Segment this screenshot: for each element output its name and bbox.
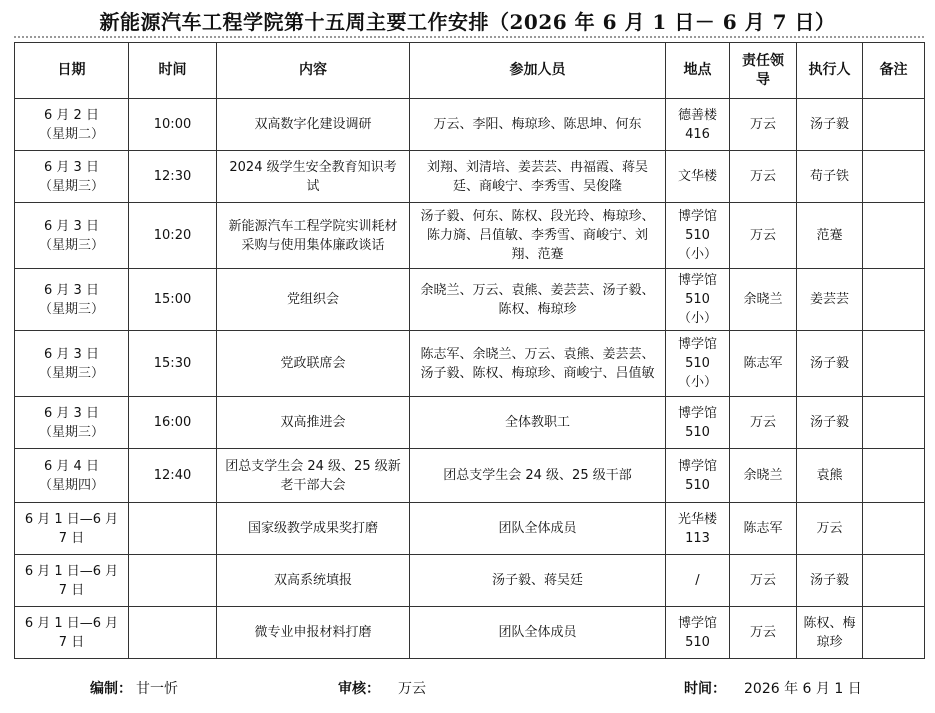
cell-content: 2024 级学生安全教育知识考试 [217, 151, 410, 203]
cell-time: 12:40 [129, 449, 217, 503]
header-remark: 备注 [863, 43, 925, 99]
cell-participants: 万云、李阳、梅琼珍、陈思坤、何东 [410, 99, 666, 151]
cell-time [129, 555, 217, 607]
cell-executor: 陈权、梅琼珍 [797, 607, 863, 659]
cell-date [15, 607, 129, 659]
table-row [15, 331, 925, 397]
cell-leader: 万云 [730, 99, 797, 151]
footer-date: 2026 年 6 月 1 日 [744, 681, 862, 697]
cell-content: 双高推进会 [217, 397, 410, 449]
date-field [684, 678, 862, 698]
reviewer-label: 审核： [338, 681, 380, 697]
table-row [15, 269, 925, 331]
cell-time: 10:00 [129, 99, 217, 151]
cell-leader: 万云 [730, 555, 797, 607]
cell-time [129, 607, 217, 659]
date-day: 6 月 4 日 [44, 458, 99, 474]
cell-remark [863, 449, 925, 503]
cell-location: 德善楼 416 [666, 99, 730, 151]
date-day: 6 月 3 日 [44, 346, 99, 362]
date-day: 6 月 3 日 [44, 218, 99, 234]
compiler-name: 甘一忻 [136, 681, 178, 697]
cell-remark [863, 99, 925, 151]
header-leader: 责任领导 [730, 43, 797, 99]
table-header-row [15, 43, 925, 99]
cell-date [15, 203, 129, 269]
cell-leader: 万云 [730, 203, 797, 269]
cell-remark [863, 331, 925, 397]
cell-leader: 万云 [730, 151, 797, 203]
cell-date [15, 449, 129, 503]
date-day: 6 月 3 日 [44, 282, 99, 298]
compiler-field [90, 678, 178, 698]
schedule-table [14, 42, 925, 659]
cell-date [15, 503, 129, 555]
cell-executor: 范蹇 [797, 203, 863, 269]
cell-executor: 汤子毅 [797, 331, 863, 397]
cell-participants: 汤子毅、何东、陈权、段光玲、梅琼珍、陈力旖、吕值敏、李秀雪、商峻宁、刘翔、范蹇 [410, 203, 666, 269]
cell-executor: 袁熊 [797, 449, 863, 503]
cell-date [15, 269, 129, 331]
date-weekday: （星期四） [38, 477, 104, 493]
cell-location: 博学馆 510（小） [666, 203, 730, 269]
date-day: 6 月 3 日 [44, 405, 99, 421]
cell-content: 党组织会 [217, 269, 410, 331]
table-body [15, 99, 925, 659]
table-row [15, 449, 925, 503]
cell-leader: 余晓兰 [730, 449, 797, 503]
date-weekday: （星期三） [38, 365, 104, 381]
cell-date [15, 331, 129, 397]
cell-participants: 全体教职工 [410, 397, 666, 449]
cell-leader: 陈志军 [730, 503, 797, 555]
cell-location: 光华楼 113 [666, 503, 730, 555]
table-row [15, 503, 925, 555]
cell-leader: 陈志军 [730, 331, 797, 397]
cell-participants: 团队全体成员 [410, 503, 666, 555]
cell-content: 微专业申报材料打磨 [217, 607, 410, 659]
cell-content: 党政联席会 [217, 331, 410, 397]
cell-participants: 陈志军、余晓兰、万云、袁熊、姜芸芸、汤子毅、陈权、梅琼珍、商峻宁、吕值敏 [410, 331, 666, 397]
table-row [15, 397, 925, 449]
cell-location: 博学馆 510 [666, 607, 730, 659]
cell-participants: 汤子毅、蒋吴廷 [410, 555, 666, 607]
cell-date [15, 555, 129, 607]
cell-remark [863, 269, 925, 331]
cell-participants: 余晓兰、万云、袁熊、姜芸芸、汤子毅、陈权、梅琼珍 [410, 269, 666, 331]
cell-remark [863, 555, 925, 607]
date-day: 6 月 1 日—6 月 7 日 [24, 563, 119, 598]
cell-leader: 万云 [730, 397, 797, 449]
cell-date [15, 397, 129, 449]
date-day: 6 月 2 日 [44, 107, 99, 123]
table-row [15, 151, 925, 203]
cell-location: 博学馆 510（小） [666, 269, 730, 331]
cell-executor: 汤子毅 [797, 555, 863, 607]
cell-location: / [666, 555, 730, 607]
cell-remark [863, 607, 925, 659]
cell-location: 博学馆 510 [666, 397, 730, 449]
cell-executor: 汤子毅 [797, 99, 863, 151]
cell-content: 双高数字化建设调研 [217, 99, 410, 151]
cell-time: 12:30 [129, 151, 217, 203]
header-content: 内容 [217, 43, 410, 99]
cell-remark [863, 203, 925, 269]
cell-executor: 姜芸芸 [797, 269, 863, 331]
header-date: 日期 [15, 43, 129, 99]
cell-participants: 刘翔、刘清培、姜芸芸、冉福霞、蒋吴廷、商峻宁、李秀雪、吴俊隆 [410, 151, 666, 203]
cell-time: 10:20 [129, 203, 217, 269]
cell-remark [863, 151, 925, 203]
cell-location: 博学馆 510（小） [666, 331, 730, 397]
cell-leader: 万云 [730, 607, 797, 659]
header-location: 地点 [666, 43, 730, 99]
date-weekday: （星期三） [38, 178, 104, 194]
cell-executor: 万云 [797, 503, 863, 555]
date-weekday: （星期二） [38, 126, 104, 142]
table-row [15, 203, 925, 269]
header-executor: 执行人 [797, 43, 863, 99]
header-time: 时间 [129, 43, 217, 99]
cell-date [15, 99, 129, 151]
cell-content: 国家级教学成果奖打磨 [217, 503, 410, 555]
compiler-label: 编制： [90, 681, 132, 697]
cell-time: 15:30 [129, 331, 217, 397]
date-day: 6 月 1 日—6 月 7 日 [24, 511, 119, 546]
table-row [15, 99, 925, 151]
date-weekday: （星期三） [38, 301, 104, 317]
cell-content: 团总支学生会 24 级、25 级新老干部大会 [217, 449, 410, 503]
cell-executor: 苟子铁 [797, 151, 863, 203]
cell-time [129, 503, 217, 555]
reviewer-name: 万云 [398, 681, 426, 697]
table-row [15, 607, 925, 659]
cell-participants: 团总支学生会 24 级、25 级干部 [410, 449, 666, 503]
cell-leader: 余晓兰 [730, 269, 797, 331]
date-weekday: （星期三） [38, 424, 104, 440]
cell-executor: 汤子毅 [797, 397, 863, 449]
cell-remark [863, 503, 925, 555]
cell-content: 新能源汽车工程学院实训耗材采购与使用集体廉政谈话 [217, 203, 410, 269]
page-title: 新能源汽车工程学院第十五周主要工作安排（2026 年 6 月 1 日－ 6 月 7 日） [99, 10, 836, 34]
cell-content: 双高系统填报 [217, 555, 410, 607]
table-row [15, 555, 925, 607]
cell-location: 博学馆 510 [666, 449, 730, 503]
cell-remark [863, 397, 925, 449]
cell-date [15, 151, 129, 203]
cell-participants: 团队全体成员 [410, 607, 666, 659]
cell-time: 16:00 [129, 397, 217, 449]
date-day: 6 月 3 日 [44, 159, 99, 175]
schedule-sheet [14, 36, 924, 648]
header-participants: 参加人员 [410, 43, 666, 99]
cell-location: 文华楼 [666, 151, 730, 203]
date-label: 时间： [684, 681, 726, 697]
date-weekday: （星期三） [38, 237, 104, 253]
date-day: 6 月 1 日—6 月 7 日 [24, 615, 119, 650]
reviewer-field [338, 678, 426, 698]
cell-time: 15:00 [129, 269, 217, 331]
